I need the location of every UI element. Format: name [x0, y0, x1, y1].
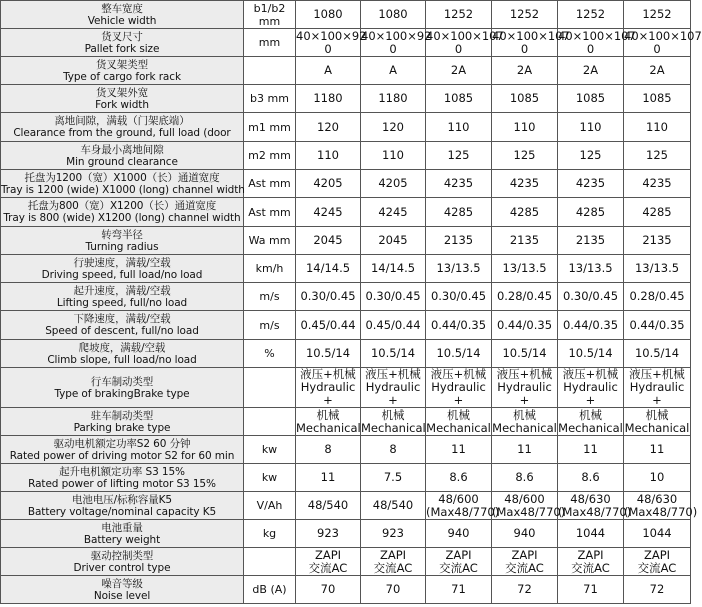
- value-cell: 10.5/14: [624, 340, 691, 368]
- value-cell: 1085: [558, 85, 624, 113]
- row-label-en: Clearance from the ground, full load (door: [13, 127, 231, 139]
- value-cell: 8.6: [492, 464, 558, 492]
- value-cell: 11: [492, 436, 558, 464]
- row-label-en: Climb slope, full load/no load: [47, 353, 197, 366]
- value-cell: 4235: [426, 170, 492, 198]
- row-label-en: Type of brakingBrake type: [54, 387, 190, 400]
- row-label-zh: 噪音等级: [101, 577, 143, 590]
- value-cell: 10: [624, 464, 691, 492]
- row-label-en: Rated power of driving motor S2 for 60 min: [9, 449, 235, 462]
- value-cell: 4205: [361, 170, 426, 198]
- value-cell: 液压+机械 Hydraulic +: [296, 368, 361, 408]
- table-row: [1, 576, 691, 604]
- row-unit: kg: [244, 520, 296, 548]
- row-label-zh: 托盘为800（宽）X1200（长）通道宽度: [27, 200, 217, 212]
- row-label-en: Parking brake type: [73, 421, 171, 434]
- value-cell: 1180: [296, 85, 361, 113]
- row-label-zh: 货叉架外宽: [96, 86, 148, 99]
- value-cell: 2045: [296, 227, 361, 255]
- row-label-zh: 驻车制动类型: [90, 409, 154, 422]
- row-label: [1, 520, 244, 548]
- value-cell: 10.5/14: [361, 340, 426, 368]
- value-cell: ZAPI 交流AC: [624, 548, 691, 576]
- table-row: [1, 464, 691, 492]
- row-label: [1, 113, 244, 142]
- row-label-en: Min ground clearance: [66, 155, 178, 168]
- row-unit: %: [244, 340, 296, 368]
- value-cell: 8.6: [426, 464, 492, 492]
- row-unit: b3 mm: [244, 85, 296, 113]
- row-label: [1, 340, 244, 368]
- value-cell: 0.28/0.45: [624, 283, 691, 311]
- value-cell: 13/13.5: [426, 255, 492, 283]
- value-cell: 110: [361, 142, 426, 170]
- value-cell: 125: [426, 142, 492, 170]
- table-row: [1, 311, 691, 340]
- value-cell: A: [361, 57, 426, 85]
- table-row: [1, 340, 691, 368]
- value-cell: 48/540: [361, 492, 426, 520]
- value-cell: 1080: [296, 1, 361, 29]
- value-cell: 11: [296, 464, 361, 492]
- row-label-en: Driving speed, full load/no load: [41, 268, 203, 281]
- value-cell: A: [296, 57, 361, 85]
- value-cell: 1252: [624, 1, 691, 29]
- row-unit: m1 mm: [244, 113, 296, 142]
- row-label-zh: 驱动电机额定功率S2 60 分钟: [53, 437, 191, 450]
- value-cell: 0.44/0.35: [558, 311, 624, 340]
- value-cell: 110: [558, 113, 624, 142]
- value-cell: 机械 Mechanical: [361, 407, 426, 435]
- value-cell: 2A: [426, 57, 492, 85]
- row-label: [1, 436, 244, 464]
- row-label-zh: 起升速度，满载/空载: [73, 284, 171, 297]
- table-row: [1, 548, 691, 576]
- value-cell: ZAPI 交流AC: [492, 548, 558, 576]
- row-label-en: Fork width: [95, 98, 149, 111]
- value-cell: 923: [361, 520, 426, 548]
- row-label-zh: 整车宽度: [101, 2, 143, 15]
- value-cell: 14/14.5: [296, 255, 361, 283]
- table-row: [1, 113, 691, 142]
- value-cell: ZAPI 交流AC: [558, 548, 624, 576]
- row-label: [1, 255, 244, 283]
- row-label-en: Lifting speed, full/no load: [56, 296, 188, 309]
- row-label-zh: 货叉尺寸: [101, 30, 143, 43]
- value-cell: 4285: [624, 198, 691, 227]
- value-cell: 72: [624, 576, 691, 604]
- row-label-zh: 行驶速度，满载/空载: [73, 256, 171, 269]
- row-label: [1, 368, 244, 408]
- value-cell: 13/13.5: [492, 255, 558, 283]
- value-cell: ZAPI 交流AC: [296, 548, 361, 576]
- value-cell: 40×100×107 0: [426, 28, 504, 56]
- value-cell: 1180: [361, 85, 426, 113]
- value-cell: 8: [296, 436, 361, 464]
- value-cell: 1085: [624, 85, 691, 113]
- row-label-en: Pallet fork size: [84, 42, 160, 55]
- row-label-zh: 起升电机额定功率 S3 15%: [59, 465, 185, 478]
- value-cell: 液压+机械 Hydraulic +: [361, 368, 426, 408]
- row-label: [1, 170, 244, 198]
- value-cell: 40×100×107 0: [492, 28, 570, 56]
- value-cell: 48/630 (Max48/770): [558, 491, 632, 519]
- value-cell: 1252: [492, 1, 558, 29]
- value-cell: 2A: [558, 57, 624, 85]
- value-cell: 940: [492, 520, 558, 548]
- value-cell: ZAPI 交流AC: [426, 548, 492, 576]
- value-cell: 2135: [426, 227, 492, 255]
- row-label: [1, 57, 244, 85]
- value-cell: 10.5/14: [492, 340, 558, 368]
- value-cell: 40×100×92 0: [296, 28, 367, 56]
- value-cell: 0.30/0.45: [426, 283, 492, 311]
- value-cell: 1044: [558, 520, 624, 548]
- row-label-en: Tray is 1200 (wide) X1000 (long) channel width: [1, 183, 245, 196]
- value-cell: 0.30/0.45: [558, 283, 624, 311]
- value-cell: 110: [296, 142, 361, 170]
- row-label-zh: 行车制动类型: [90, 375, 154, 388]
- row-unit: m/s: [244, 283, 296, 311]
- value-cell: ZAPI 交流AC: [361, 548, 426, 576]
- value-cell: 11: [426, 436, 492, 464]
- value-cell: 120: [296, 113, 361, 142]
- table-row: [1, 368, 691, 408]
- value-cell: 4235: [624, 170, 691, 198]
- value-cell: 8.6: [558, 464, 624, 492]
- value-cell: 125: [558, 142, 624, 170]
- value-cell: 0.45/0.44: [361, 311, 426, 340]
- value-cell: 923: [296, 520, 361, 548]
- row-unit: m/s: [244, 311, 296, 340]
- spec-table-body: [1, 1, 702, 604]
- value-cell: 4235: [492, 170, 558, 198]
- row-label-en: Tray is 800 (wide) X1200 (long) channel width: [3, 212, 241, 224]
- value-cell: 13/13.5: [624, 255, 691, 283]
- value-cell: 11: [558, 436, 624, 464]
- row-label: [1, 227, 244, 255]
- table-row: [1, 57, 691, 85]
- value-cell: 40×100×92 0: [361, 28, 432, 56]
- row-unit: kw: [244, 464, 296, 492]
- value-cell: 机械 Mechanical: [426, 407, 491, 435]
- value-cell: 70: [361, 576, 426, 604]
- value-cell: 机械 Mechanical: [492, 407, 557, 435]
- row-label-en: Battery voltage/nominal capacity K5: [27, 505, 217, 518]
- table-row: [1, 1, 691, 29]
- value-cell: 1252: [426, 1, 492, 29]
- row-label-en: Vehicle width: [87, 14, 157, 27]
- value-cell: 2045: [361, 227, 426, 255]
- row-label-zh: 下降速度，满载/空载: [73, 313, 171, 325]
- value-cell: 8: [361, 436, 426, 464]
- row-label: [1, 142, 244, 170]
- value-cell: 1085: [492, 85, 558, 113]
- value-cell: 液压+机械 Hydraulic +: [492, 368, 558, 408]
- row-unit: mm: [244, 29, 296, 57]
- row-label-en: Noise level: [93, 589, 151, 602]
- row-unit: Ast mm: [244, 170, 296, 198]
- table-row: [1, 255, 691, 283]
- value-cell: 940: [426, 520, 492, 548]
- value-cell: 40×100×107 0: [624, 28, 702, 56]
- value-cell: 2135: [624, 227, 691, 255]
- row-unit: [244, 548, 296, 576]
- table-row: [1, 29, 691, 57]
- row-unit: b1/b2 mm: [244, 1, 296, 29]
- value-cell: 125: [492, 142, 558, 170]
- row-label-zh: 驱动控制类型: [90, 549, 154, 562]
- table-row: [1, 436, 691, 464]
- table-row: [1, 170, 691, 198]
- row-unit: [244, 408, 296, 436]
- value-cell: 48/600 (Max48/770): [426, 491, 500, 519]
- row-label-zh: 电池重量: [101, 521, 143, 534]
- value-cell: 110: [426, 113, 492, 142]
- row-unit: m2 mm: [244, 142, 296, 170]
- row-label: [1, 464, 244, 492]
- value-cell: 0.30/0.45: [296, 283, 361, 311]
- value-cell: 48/540: [296, 492, 361, 520]
- table-row: [1, 520, 691, 548]
- value-cell: 10.5/14: [296, 340, 361, 368]
- row-label-zh: 托盘为1200（宽）X1000（长）通道宽度: [24, 171, 220, 184]
- table-row: [1, 198, 691, 227]
- row-label-zh: 离地间隙，满载（门架底端）: [54, 115, 190, 127]
- value-cell: 110: [492, 113, 558, 142]
- table-row: [1, 408, 691, 436]
- value-cell: 1085: [426, 85, 492, 113]
- row-label-zh: 转弯半径: [101, 228, 143, 241]
- value-cell: 1080: [361, 1, 426, 29]
- value-cell: 110: [624, 113, 691, 142]
- row-unit: [244, 57, 296, 85]
- value-cell: 10.5/14: [426, 340, 492, 368]
- value-cell: 72: [492, 576, 558, 604]
- value-cell: 0.45/0.44: [296, 311, 361, 340]
- value-cell: 2135: [492, 227, 558, 255]
- row-label: [1, 576, 244, 604]
- value-cell: 0.30/0.45: [361, 283, 426, 311]
- value-cell: 4235: [558, 170, 624, 198]
- row-label: [1, 1, 244, 29]
- row-label: [1, 29, 244, 57]
- row-label-zh: 货叉架类型: [96, 58, 148, 71]
- row-unit: dB (A): [244, 576, 296, 604]
- row-label: [1, 548, 244, 576]
- value-cell: 1044: [624, 520, 691, 548]
- row-unit: V/Ah: [244, 492, 296, 520]
- row-label: [1, 492, 244, 520]
- value-cell: 13/13.5: [558, 255, 624, 283]
- row-label-en: Battery weight: [83, 533, 161, 546]
- value-cell: 4205: [296, 170, 361, 198]
- value-cell: 2135: [558, 227, 624, 255]
- table-row: [1, 85, 691, 113]
- row-label-zh: 电池电压/标称容量K5: [71, 493, 172, 506]
- row-unit: [244, 368, 296, 408]
- value-cell: 11: [624, 436, 691, 464]
- value-cell: 10.5/14: [558, 340, 624, 368]
- row-label-en: Speed of descent, full/no load: [45, 325, 199, 337]
- value-cell: 71: [426, 576, 492, 604]
- value-cell: 液压+机械 Hydraulic +: [558, 368, 624, 408]
- value-cell: 机械 Mechanical: [296, 407, 361, 435]
- value-cell: 125: [624, 142, 691, 170]
- row-label-en: Type of cargo fork rack: [63, 70, 181, 83]
- value-cell: 4245: [296, 198, 361, 227]
- value-cell: 48/600 (Max48/770): [492, 491, 566, 519]
- row-label-en: Driver control type: [73, 561, 171, 574]
- value-cell: 4285: [558, 198, 624, 227]
- row-unit: kw: [244, 436, 296, 464]
- row-label: [1, 198, 244, 227]
- row-label: [1, 283, 244, 311]
- table-row: [1, 227, 691, 255]
- row-label: [1, 408, 244, 436]
- value-cell: 70: [296, 576, 361, 604]
- value-cell: 1252: [558, 1, 624, 29]
- value-cell: 2A: [492, 57, 558, 85]
- row-label-en: Rated power of lifting motor S3 15%: [28, 477, 216, 490]
- table-row: [1, 283, 691, 311]
- value-cell: 4245: [361, 198, 426, 227]
- value-cell: 2A: [624, 57, 691, 85]
- value-cell: 0.44/0.35: [492, 311, 558, 340]
- value-cell: 机械 Mechanical: [624, 407, 690, 435]
- value-cell: 液压+机械 Hydraulic +: [426, 368, 492, 408]
- value-cell: 40×100×107 0: [558, 28, 636, 56]
- value-cell: 71: [558, 576, 624, 604]
- row-unit: km/h: [244, 255, 296, 283]
- value-cell: 48/630 (Max48/770): [624, 491, 698, 519]
- value-cell: 0.28/0.45: [492, 283, 558, 311]
- value-cell: 120: [361, 113, 426, 142]
- value-cell: 4285: [426, 198, 492, 227]
- row-label: [1, 85, 244, 113]
- table-row: [1, 142, 691, 170]
- value-cell: 液压+机械 Hydraulic +: [624, 368, 691, 408]
- row-label-zh: 爬坡度，满载/空载: [78, 341, 166, 354]
- row-label-en: Turning radius: [85, 240, 159, 253]
- table-row: [1, 492, 691, 520]
- value-cell: 4285: [492, 198, 558, 227]
- value-cell: 14/14.5: [361, 255, 426, 283]
- value-cell: 0.44/0.35: [624, 311, 691, 340]
- row-unit: Wa mm: [244, 227, 296, 255]
- value-cell: 0.44/0.35: [426, 311, 492, 340]
- row-label: [1, 311, 244, 340]
- row-label-zh: 车身最小离地间隙: [80, 143, 164, 156]
- row-unit: Ast mm: [244, 198, 296, 227]
- value-cell: 7.5: [361, 464, 426, 492]
- value-cell: 机械 Mechanical: [558, 407, 623, 435]
